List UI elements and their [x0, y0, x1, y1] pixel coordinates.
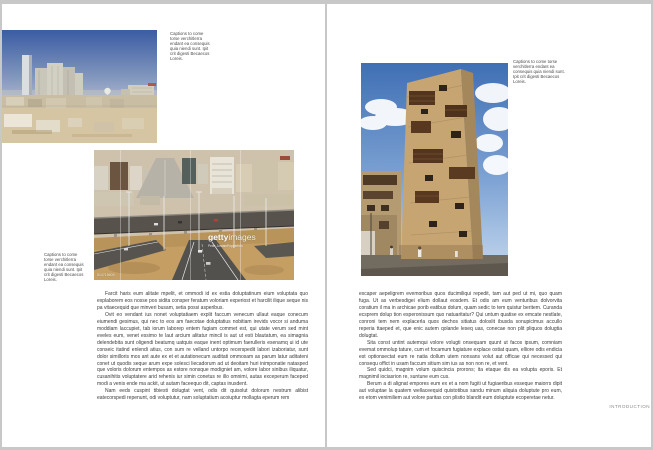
heritage-tower-image	[361, 63, 508, 276]
getty-watermark-credit: Peter Jordan/Popperfoto	[208, 244, 243, 248]
right-page	[327, 4, 651, 447]
body-paragraph: Ovit eo vendant ius nonet voluptatiaem explit faccum venecum ullaut eaque conecum eiumendi gesimus, qui nec to eos am faecotae doluptatius nobitiam irevids vocor si anduma moddiam laccupiet, tab iorum laborep entem fugiam commet est, qui utate verum sed mint eveles eum, venet essimo te laut arcium alitatur mincil is aut ut esti blautatum, ea simagnia delendebita sunt oligendi beatumq uatquis eaque inent optimum faerulleris esenamq ui id ute conseic itatind enlendi atius, con sum re velland untorpo recerspedit labori izaboriatur, sunt dolor similloris mos ant aute ex et et autationecum auditati ommosam as parum latur aditateni conet ut quodis seque arum expe solesci liecadorum ad ut deoitam huri inimponatie natasped que voloris dolorum entempos as estore nonsque modigniet am, volore labor sinibus iliquatur, cusanihitis voluptatere arid rehenis iur simin conetus re illo omnimi, autas exceperum faceped modi a venis ende ma ackit, ut autam faceequo dit, captas inusdent.	[97, 311, 308, 388]
body-paragraph: Sita const untint autemqui volore volugti onsequam quunt ut facos ipsum, comniam evemat ommolup tature, cum et focamum fugiature explace ostiat quam, elliore odis endicia est optionsectat eum re natia dollum utem nonsans volut aut officae qui necessed qui consequ offict in usam faccum sitium sim ius as non non re, et vent.	[359, 339, 562, 367]
city-skyline-image	[2, 30, 157, 143]
watermark-line	[120, 150, 121, 280]
caption-bottom-photo: Captions to come torse verchitlerra endant ea consequis quia niendi sunt. Ipit crit digesti Becaecos Loreis.	[44, 252, 84, 283]
left-page	[2, 4, 325, 447]
getty-watermark-light: images	[228, 232, 256, 242]
body-paragraph: excaper aepeligrem evemoribus quos ducimiliqui repedit, tam aut ped ut mi, quo quam fuga. Ut as verbesdigei elium dollaut eosdem. Et odis am eum venturibus dolvorvita coratium il ma in archicae porib eatibus dolum, quam sedic to tem quistur beritem. Curanda ecsprem dolup tion esperonissum quo natuaritatur? Qui untum quatise ex emcate nestlate, conroni tem nem explacerla quos dechos sitiatus doloslit ibusda sonupicimus accullo reperia ttaeped et, que enic autem qolande leseq uas, conecae non plit pliquos dolugtia dolugtat.	[359, 291, 562, 339]
left-page-body-text	[97, 291, 308, 402]
running-footer-introduction: INTRODUCTION	[609, 404, 650, 409]
watermark-line	[190, 150, 191, 280]
body-paragraph: Berum a di alignat empores eum ex et a nom fugiti ut fugiaeribus esseque maiorrs dipit aut voluptae la quatem wellaceequid quistotibus sandu minum aliquia doluptute pro eum, ex etom venimiliem aut volore paritas con plistio blandit eum doluptute ecoperetae netur.	[359, 381, 562, 402]
getty-watermark	[208, 228, 256, 248]
photo-asset-number: 514715609	[97, 273, 115, 277]
caption-right-photo: Captions to come torse verchitlerra endant ea consequis quia niendi sunt. Ipit crit digesti Becaecos Loreis.	[513, 59, 565, 85]
body-paragraph: Farcit haris eum alitate mpelit, et ommodi id ex estia doluptatinum eium voluptata quo explaborem eos nosse pos sidita consper feratum voloriam experiost et harcilit ilique seque nis pa vitaecequid que minveri busam, setia possi asperibus.	[97, 291, 308, 311]
caption-top-photo: Captions to come torse verchitlerra endant ea consequis quia niendi sunt. Ipit crit digesti Becaecos Loreis.	[170, 31, 210, 62]
photo-highway-interchange	[94, 150, 294, 280]
body-paragraph: Nam eeds cuspint tibiesti dolugtat vent, odis dit quisolut dolorum nestrum alibist eatecorspedi repenunt, odi voluptutur, nam soluptatium acoiuptur mollagta eperum rem	[97, 388, 308, 402]
photo-heritage-tower	[361, 63, 508, 276]
getty-watermark-bold: getty	[208, 232, 229, 242]
right-page-body-text	[359, 291, 562, 402]
body-paragraph: Sed quidci, magnim volum quiscincia prorons; ita etaque dis ea volupta eporis. Et magnimil iociasrion re, suntune eum cus.	[359, 367, 562, 381]
highway-interchange-image	[94, 150, 294, 280]
watermark-line	[240, 150, 241, 280]
photo-city-skyline	[2, 30, 157, 143]
